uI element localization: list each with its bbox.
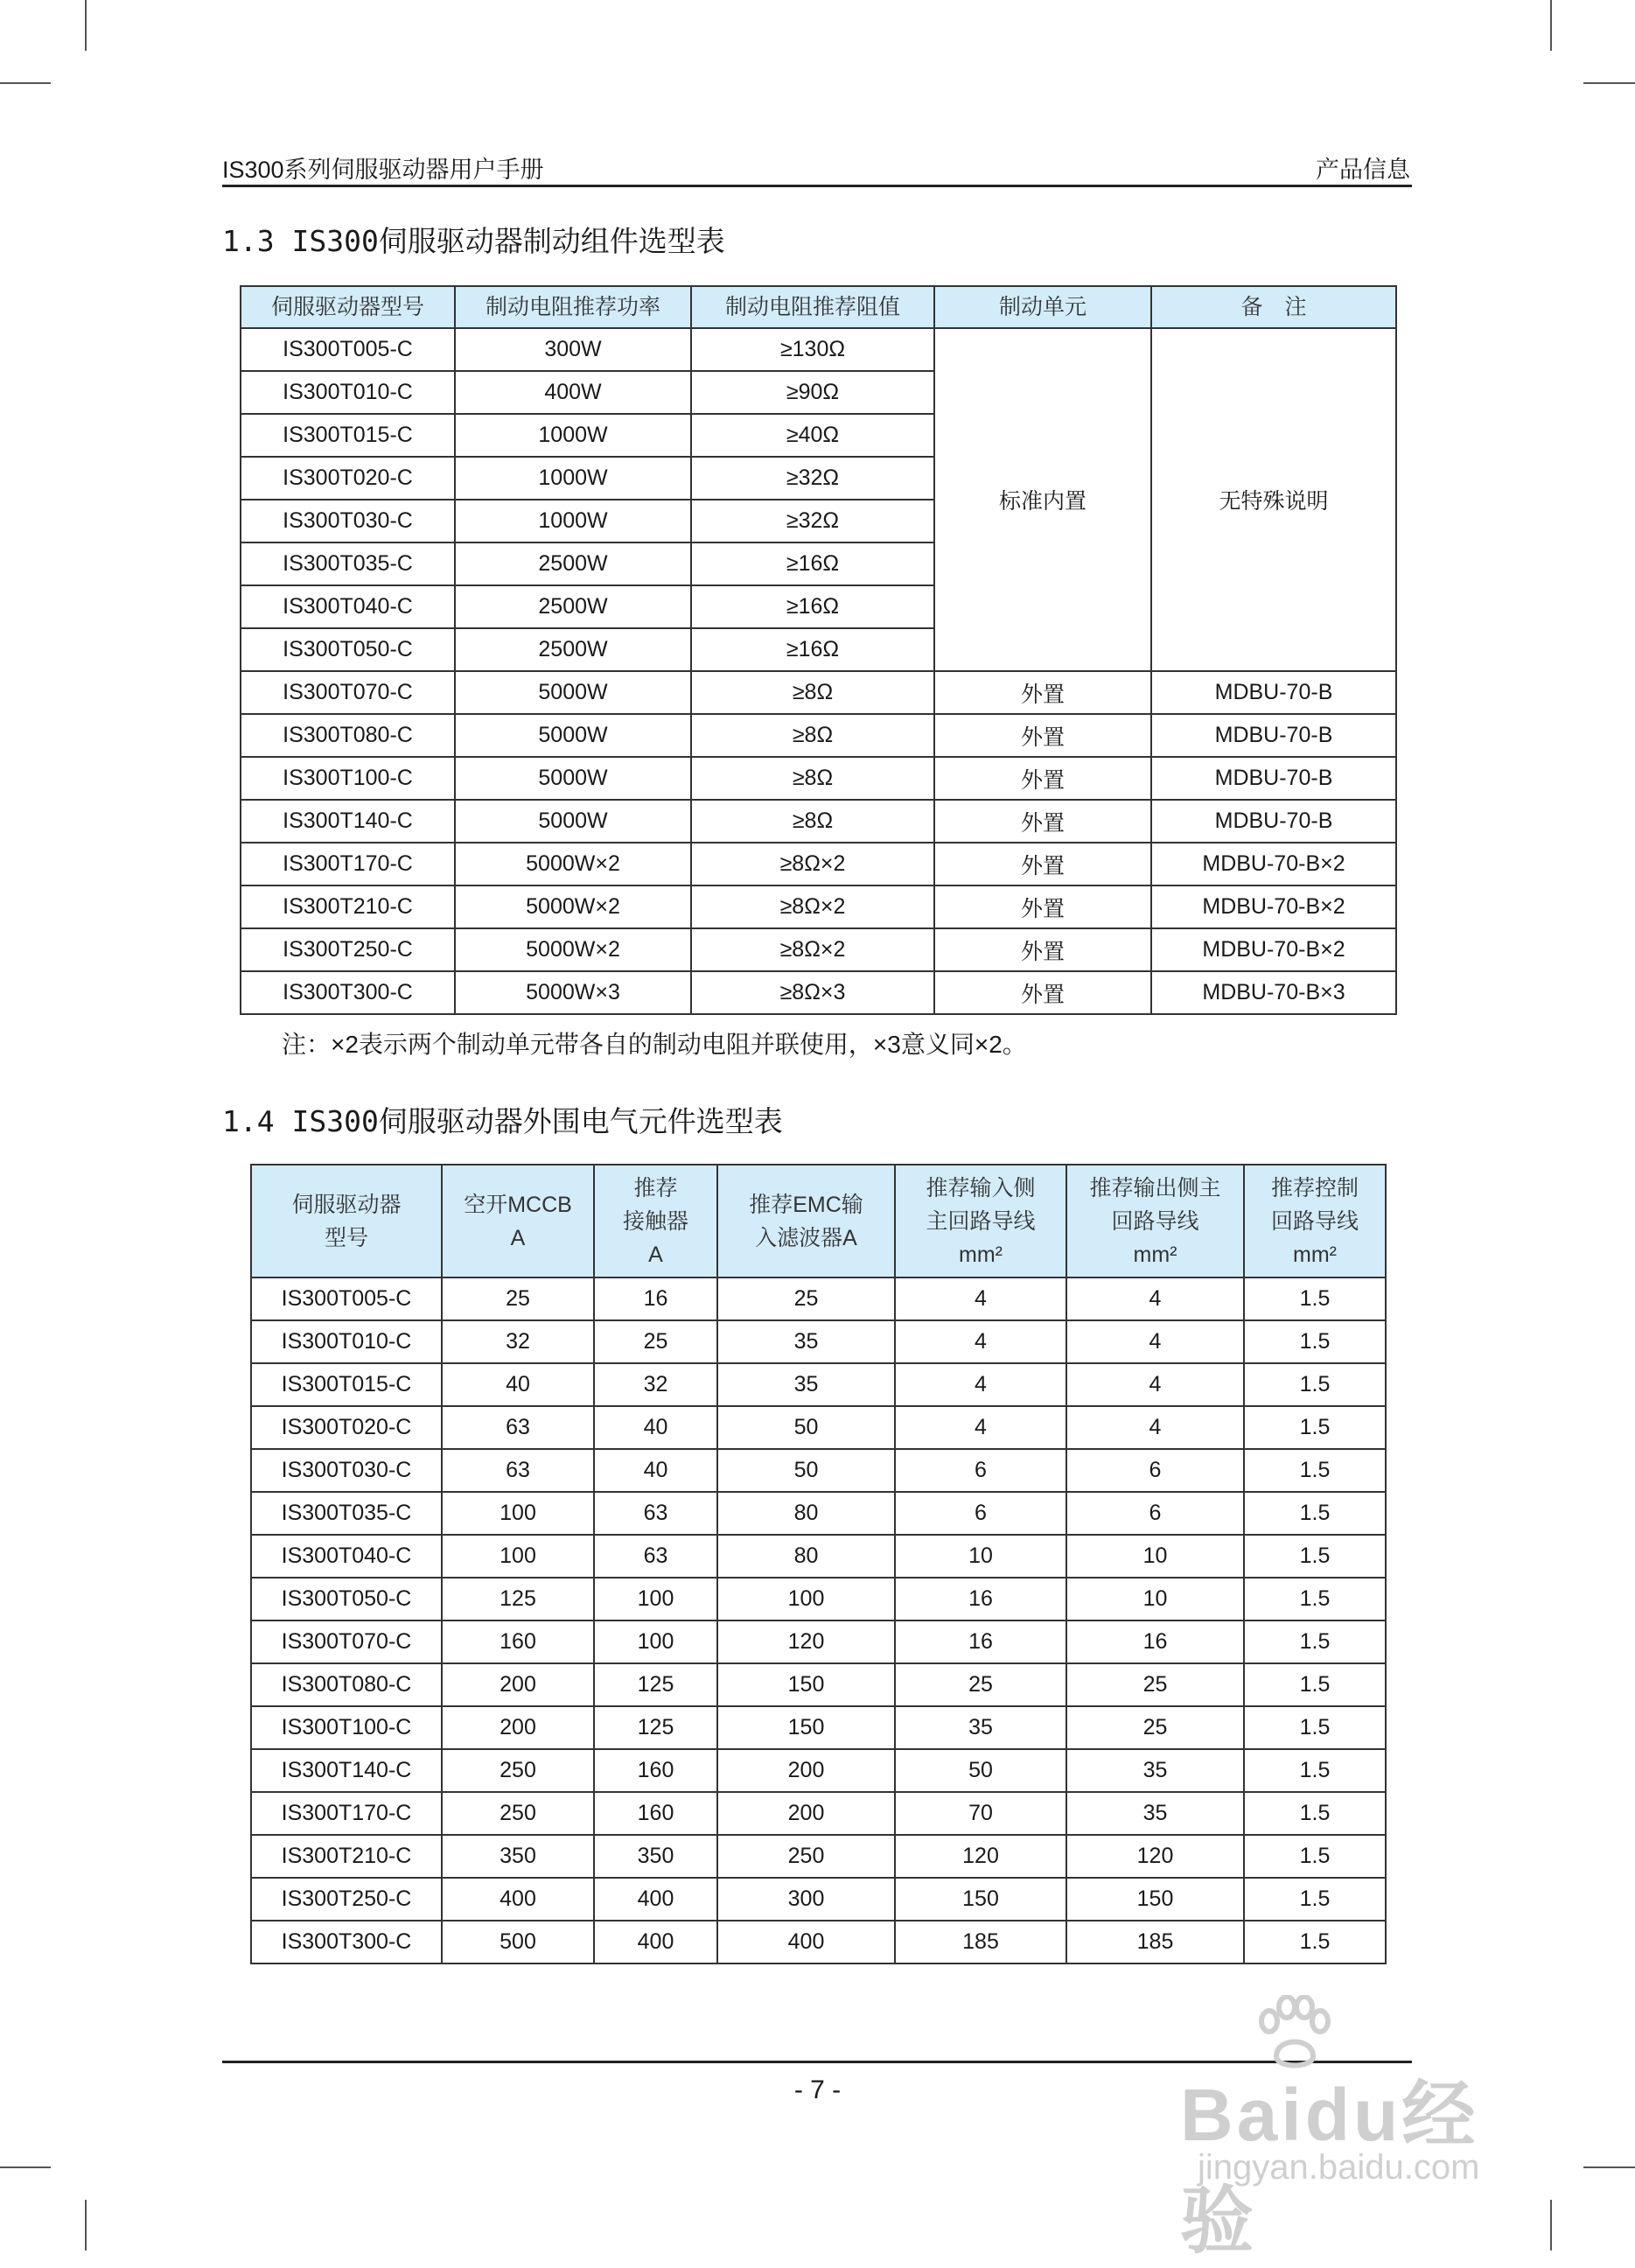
resistance-cell: ≥8Ω xyxy=(691,757,934,800)
header-section: 产品信息 xyxy=(1316,157,1410,183)
unit-cell: 外置 xyxy=(934,886,1151,928)
column-header xyxy=(717,1165,895,1278)
model-cell: IS300T080-C xyxy=(241,714,455,757)
output-wire-cell: 10 xyxy=(1066,1535,1244,1578)
mccb-cell: 500 xyxy=(442,1921,594,1964)
model-cell: IS300T015-C xyxy=(251,1363,442,1406)
power-cell: 1000W xyxy=(455,414,691,457)
remark-cell: MDBU-70-B xyxy=(1151,757,1396,800)
merged-unit-cell: 标准内置 xyxy=(934,328,1151,671)
contactor-cell: 160 xyxy=(594,1792,717,1835)
input-wire-cell: 4 xyxy=(895,1320,1066,1363)
column-header xyxy=(1066,1165,1244,1278)
resistance-cell: ≥8Ω xyxy=(691,671,934,714)
power-cell: 5000W xyxy=(455,714,691,757)
model-cell: IS300T170-C xyxy=(241,843,455,886)
column-header-line: 推荐输出侧主 xyxy=(1089,1175,1221,1200)
output-wire-cell: 4 xyxy=(1066,1320,1244,1363)
model-cell: IS300T020-C xyxy=(251,1406,442,1449)
model-cell: IS300T020-C xyxy=(241,457,455,500)
table-row xyxy=(251,1406,1386,1449)
input-wire-cell: 70 xyxy=(895,1792,1066,1835)
peripheral-components-table xyxy=(250,1164,1387,1964)
model-cell: IS300T030-C xyxy=(241,500,455,542)
crop-mark xyxy=(0,2166,51,2168)
remark-cell: MDBU-70-B×2 xyxy=(1151,886,1396,928)
column-header xyxy=(1244,1165,1386,1278)
control-wire-cell: 1.5 xyxy=(1244,1578,1386,1620)
table-row xyxy=(241,800,1396,843)
column-header-line: 入滤波器A xyxy=(755,1225,857,1250)
model-cell: IS300T250-C xyxy=(251,1878,442,1921)
column-header-line: 回路导线 xyxy=(1111,1208,1199,1234)
model-cell: IS300T040-C xyxy=(251,1535,442,1578)
mccb-cell: 32 xyxy=(442,1320,594,1363)
column-header-line: A xyxy=(648,1242,663,1267)
model-cell: IS300T100-C xyxy=(251,1706,442,1749)
table-row xyxy=(241,886,1396,928)
model-cell: IS300T100-C xyxy=(241,757,455,800)
power-cell: 5000W×2 xyxy=(455,843,691,886)
contactor-cell: 63 xyxy=(594,1535,717,1578)
control-wire-cell: 1.5 xyxy=(1244,1535,1386,1578)
column-header: 制动电阻推荐阻值 xyxy=(691,286,934,328)
resistance-cell: ≥40Ω xyxy=(691,414,934,457)
emc-filter-cell: 100 xyxy=(717,1578,895,1620)
contactor-cell: 32 xyxy=(594,1363,717,1406)
table-header-row xyxy=(251,1165,1386,1278)
model-cell: IS300T010-C xyxy=(251,1320,442,1363)
unit-cell: 外置 xyxy=(934,800,1151,843)
control-wire-cell: 1.5 xyxy=(1244,1620,1386,1663)
table-header-row xyxy=(241,286,1396,328)
contactor-cell: 40 xyxy=(594,1449,717,1492)
mccb-cell: 63 xyxy=(442,1449,594,1492)
column-header-line: mm² xyxy=(1133,1242,1177,1267)
emc-filter-cell: 80 xyxy=(717,1535,895,1578)
emc-filter-cell: 200 xyxy=(717,1792,895,1835)
crop-mark xyxy=(1550,2200,1552,2250)
remark-cell: MDBU-70-B×2 xyxy=(1151,843,1396,886)
power-cell: 1000W xyxy=(455,457,691,500)
input-wire-cell: 50 xyxy=(895,1749,1066,1792)
contactor-cell: 125 xyxy=(594,1706,717,1749)
emc-filter-cell: 80 xyxy=(717,1492,895,1535)
table-row xyxy=(241,714,1396,757)
model-cell: IS300T040-C xyxy=(241,585,455,628)
column-header xyxy=(594,1165,717,1278)
output-wire-cell: 4 xyxy=(1066,1406,1244,1449)
column-header xyxy=(895,1165,1066,1278)
contactor-cell: 63 xyxy=(594,1492,717,1535)
power-cell: 2500W xyxy=(455,628,691,671)
mccb-cell: 200 xyxy=(442,1706,594,1749)
contactor-cell: 160 xyxy=(594,1749,717,1792)
power-cell: 300W xyxy=(455,328,691,371)
emc-filter-cell: 200 xyxy=(717,1749,895,1792)
control-wire-cell: 1.5 xyxy=(1244,1363,1386,1406)
emc-filter-cell: 35 xyxy=(717,1320,895,1363)
table-row xyxy=(251,1921,1386,1964)
mccb-cell: 100 xyxy=(442,1535,594,1578)
model-cell: IS300T070-C xyxy=(241,671,455,714)
resistance-cell: ≥8Ω xyxy=(691,714,934,757)
mccb-cell: 250 xyxy=(442,1749,594,1792)
resistance-cell: ≥90Ω xyxy=(691,371,934,414)
output-wire-cell: 6 xyxy=(1066,1449,1244,1492)
crop-mark xyxy=(1583,82,1635,84)
model-cell: IS300T140-C xyxy=(251,1749,442,1792)
model-cell: IS300T300-C xyxy=(241,971,455,1014)
table-row xyxy=(251,1706,1386,1749)
merged-remark-cell: 无特殊说明 xyxy=(1151,328,1396,671)
mccb-cell: 125 xyxy=(442,1578,594,1620)
resistance-cell: ≥8Ω×2 xyxy=(691,928,934,971)
output-wire-cell: 16 xyxy=(1066,1620,1244,1663)
contactor-cell: 40 xyxy=(594,1406,717,1449)
column-header-line: 推荐EMC输 xyxy=(749,1192,863,1217)
model-cell: IS300T080-C xyxy=(251,1663,442,1706)
crop-mark xyxy=(0,82,51,84)
table-note: 注：×2表示两个制动单元带各自的制动电阻并联使用，×3意义同×2。 xyxy=(282,1031,1027,1058)
table-row xyxy=(241,843,1396,886)
mccb-cell: 40 xyxy=(442,1363,594,1406)
remark-cell: MDBU-70-B xyxy=(1151,714,1396,757)
table-row xyxy=(241,328,1396,371)
contactor-cell: 125 xyxy=(594,1663,717,1706)
input-wire-cell: 185 xyxy=(895,1921,1066,1964)
control-wire-cell: 1.5 xyxy=(1244,1878,1386,1921)
output-wire-cell: 35 xyxy=(1066,1792,1244,1835)
model-cell: IS300T050-C xyxy=(251,1578,442,1620)
resistance-cell: ≥16Ω xyxy=(691,542,934,585)
unit-cell: 外置 xyxy=(934,843,1151,886)
power-cell: 5000W xyxy=(455,757,691,800)
watermark-url: jingyan.baidu.com xyxy=(1198,2148,1480,2187)
mccb-cell: 63 xyxy=(442,1406,594,1449)
input-wire-cell: 150 xyxy=(895,1878,1066,1921)
power-cell: 5000W xyxy=(455,800,691,843)
control-wire-cell: 1.5 xyxy=(1244,1792,1386,1835)
mccb-cell: 350 xyxy=(442,1835,594,1878)
control-wire-cell: 1.5 xyxy=(1244,1921,1386,1964)
power-cell: 5000W×2 xyxy=(455,928,691,971)
unit-cell: 外置 xyxy=(934,757,1151,800)
resistance-cell: ≥8Ω×2 xyxy=(691,886,934,928)
power-cell: 400W xyxy=(455,371,691,414)
output-wire-cell: 6 xyxy=(1066,1492,1244,1535)
output-wire-cell: 25 xyxy=(1066,1663,1244,1706)
model-cell: IS300T005-C xyxy=(251,1278,442,1320)
watermark-brand: Baidu经验 xyxy=(1180,2074,1479,2262)
column-header: 备 注 xyxy=(1151,286,1396,328)
output-wire-cell: 25 xyxy=(1066,1706,1244,1749)
control-wire-cell: 1.5 xyxy=(1244,1278,1386,1320)
column-header-line: 推荐控制 xyxy=(1270,1175,1359,1200)
column-header-line: 推荐输入侧 xyxy=(926,1175,1036,1200)
contactor-cell: 25 xyxy=(594,1320,717,1363)
unit-cell: 外置 xyxy=(934,671,1151,714)
model-cell: IS300T300-C xyxy=(251,1921,442,1964)
resistance-cell: ≥8Ω×3 xyxy=(691,971,934,1014)
mccb-cell: 200 xyxy=(442,1663,594,1706)
contactor-cell: 400 xyxy=(594,1921,717,1964)
power-cell: 5000W xyxy=(455,671,691,714)
table-row xyxy=(251,1749,1386,1792)
table-row xyxy=(251,1578,1386,1620)
header-divider xyxy=(222,185,1412,187)
input-wire-cell: 6 xyxy=(895,1449,1066,1492)
header-title: IS300系列伺服驱动器用户手册 xyxy=(222,157,544,183)
input-wire-cell: 6 xyxy=(895,1492,1066,1535)
model-cell: IS300T210-C xyxy=(251,1835,442,1878)
resistance-cell: ≥130Ω xyxy=(691,328,934,371)
table-row xyxy=(251,1535,1386,1578)
contactor-cell: 100 xyxy=(594,1620,717,1663)
emc-filter-cell: 400 xyxy=(717,1921,895,1964)
resistance-cell: ≥8Ω xyxy=(691,800,934,843)
resistance-cell: ≥16Ω xyxy=(691,585,934,628)
table-row xyxy=(241,928,1396,971)
crop-mark xyxy=(1550,0,1552,51)
model-cell: IS300T005-C xyxy=(241,328,455,371)
input-wire-cell: 16 xyxy=(895,1578,1066,1620)
emc-filter-cell: 150 xyxy=(717,1663,895,1706)
model-cell: IS300T210-C xyxy=(241,886,455,928)
power-cell: 2500W xyxy=(455,585,691,628)
resistance-cell: ≥32Ω xyxy=(691,500,934,542)
table-row xyxy=(251,1620,1386,1663)
table-row xyxy=(251,1792,1386,1835)
column-header-line: 接触器 xyxy=(622,1208,688,1234)
remark-cell: MDBU-70-B xyxy=(1151,671,1396,714)
contactor-cell: 350 xyxy=(594,1835,717,1878)
mccb-cell: 250 xyxy=(442,1792,594,1835)
model-cell: IS300T035-C xyxy=(251,1492,442,1535)
crop-mark xyxy=(85,2200,87,2250)
power-cell: 1000W xyxy=(455,500,691,542)
emc-filter-cell: 35 xyxy=(717,1363,895,1406)
model-cell: IS300T070-C xyxy=(251,1620,442,1663)
column-header-line: 主回路导线 xyxy=(926,1208,1036,1234)
control-wire-cell: 1.5 xyxy=(1244,1835,1386,1878)
input-wire-cell: 35 xyxy=(895,1706,1066,1749)
model-cell: IS300T050-C xyxy=(241,628,455,671)
table-row xyxy=(251,1492,1386,1535)
output-wire-cell: 150 xyxy=(1066,1878,1244,1921)
table-row xyxy=(251,1878,1386,1921)
watermark xyxy=(1145,1995,1530,2262)
control-wire-cell: 1.5 xyxy=(1244,1663,1386,1706)
output-wire-cell: 10 xyxy=(1066,1578,1244,1620)
output-wire-cell: 120 xyxy=(1066,1835,1244,1878)
contactor-cell: 100 xyxy=(594,1578,717,1620)
input-wire-cell: 4 xyxy=(895,1278,1066,1320)
control-wire-cell: 1.5 xyxy=(1244,1492,1386,1535)
model-cell: IS300T015-C xyxy=(241,414,455,457)
column-header: 伺服驱动器型号 xyxy=(241,286,455,328)
output-wire-cell: 35 xyxy=(1066,1749,1244,1792)
resistance-cell: ≥8Ω×2 xyxy=(691,843,934,886)
column-header-line: mm² xyxy=(1293,1242,1337,1267)
column-header xyxy=(442,1165,594,1278)
model-cell: IS300T140-C xyxy=(241,800,455,843)
emc-filter-cell: 250 xyxy=(717,1835,895,1878)
model-cell: IS300T250-C xyxy=(241,928,455,971)
page-number: - 7 - xyxy=(793,2076,842,2104)
table-row xyxy=(241,757,1396,800)
contactor-cell: 16 xyxy=(594,1278,717,1320)
output-wire-cell: 4 xyxy=(1066,1278,1244,1320)
column-header: 制动单元 xyxy=(934,286,1151,328)
resistance-cell: ≥32Ω xyxy=(691,457,934,500)
crop-mark xyxy=(1583,2166,1635,2168)
emc-filter-cell: 150 xyxy=(717,1706,895,1749)
column-header xyxy=(251,1165,442,1278)
table-row xyxy=(251,1278,1386,1320)
unit-cell: 外置 xyxy=(934,714,1151,757)
remark-cell: MDBU-70-B×2 xyxy=(1151,928,1396,971)
emc-filter-cell: 50 xyxy=(717,1406,895,1449)
unit-cell: 外置 xyxy=(934,928,1151,971)
emc-filter-cell: 25 xyxy=(717,1278,895,1320)
emc-filter-cell: 300 xyxy=(717,1878,895,1921)
column-header-line: 伺服驱动器 xyxy=(291,1192,402,1217)
column-header-line: mm² xyxy=(959,1242,1003,1267)
power-cell: 5000W×3 xyxy=(455,971,691,1014)
control-wire-cell: 1.5 xyxy=(1244,1406,1386,1449)
column-header-line: A xyxy=(510,1225,526,1250)
braking-components-table xyxy=(240,285,1397,1015)
unit-cell: 外置 xyxy=(934,971,1151,1014)
table-row xyxy=(241,971,1396,1014)
control-wire-cell: 1.5 xyxy=(1244,1749,1386,1792)
input-wire-cell: 10 xyxy=(895,1535,1066,1578)
crop-mark xyxy=(85,0,87,51)
mccb-cell: 25 xyxy=(442,1278,594,1320)
model-cell: IS300T030-C xyxy=(251,1449,442,1492)
input-wire-cell: 4 xyxy=(895,1406,1066,1449)
section-heading-1-4: 1.4 IS300伺服驱动器外围电气元件选型表 xyxy=(222,1104,783,1138)
mccb-cell: 400 xyxy=(442,1878,594,1921)
input-wire-cell: 4 xyxy=(895,1363,1066,1406)
output-wire-cell: 4 xyxy=(1066,1363,1244,1406)
model-cell: IS300T035-C xyxy=(241,542,455,585)
table-row xyxy=(251,1363,1386,1406)
emc-filter-cell: 120 xyxy=(717,1620,895,1663)
column-header-line: 空开MCCB xyxy=(464,1192,572,1217)
control-wire-cell: 1.5 xyxy=(1244,1320,1386,1363)
power-cell: 5000W×2 xyxy=(455,886,691,928)
section-heading-1-3: 1.3 IS300伺服驱动器制动组件选型表 xyxy=(222,224,725,258)
output-wire-cell: 185 xyxy=(1066,1921,1244,1964)
table-row xyxy=(251,1663,1386,1706)
power-cell: 2500W xyxy=(455,542,691,585)
table-row xyxy=(251,1835,1386,1878)
column-header-line: 回路导线 xyxy=(1270,1208,1359,1234)
input-wire-cell: 120 xyxy=(895,1835,1066,1878)
mccb-cell: 100 xyxy=(442,1492,594,1535)
mccb-cell: 160 xyxy=(442,1620,594,1663)
model-cell: IS300T170-C xyxy=(251,1792,442,1835)
remark-cell: MDBU-70-B×3 xyxy=(1151,971,1396,1014)
table-row xyxy=(251,1449,1386,1492)
column-header: 制动电阻推荐功率 xyxy=(455,286,691,328)
model-cell: IS300T010-C xyxy=(241,371,455,414)
column-header-line: 型号 xyxy=(324,1225,368,1250)
emc-filter-cell: 50 xyxy=(717,1449,895,1492)
table-row xyxy=(241,671,1396,714)
table-row xyxy=(251,1320,1386,1363)
input-wire-cell: 16 xyxy=(895,1620,1066,1663)
remark-cell: MDBU-70-B xyxy=(1151,800,1396,843)
contactor-cell: 400 xyxy=(594,1878,717,1921)
resistance-cell: ≥16Ω xyxy=(691,628,934,671)
column-header-line: 推荐 xyxy=(633,1175,678,1200)
control-wire-cell: 1.5 xyxy=(1244,1706,1386,1749)
input-wire-cell: 25 xyxy=(895,1663,1066,1706)
control-wire-cell: 1.5 xyxy=(1244,1449,1386,1492)
